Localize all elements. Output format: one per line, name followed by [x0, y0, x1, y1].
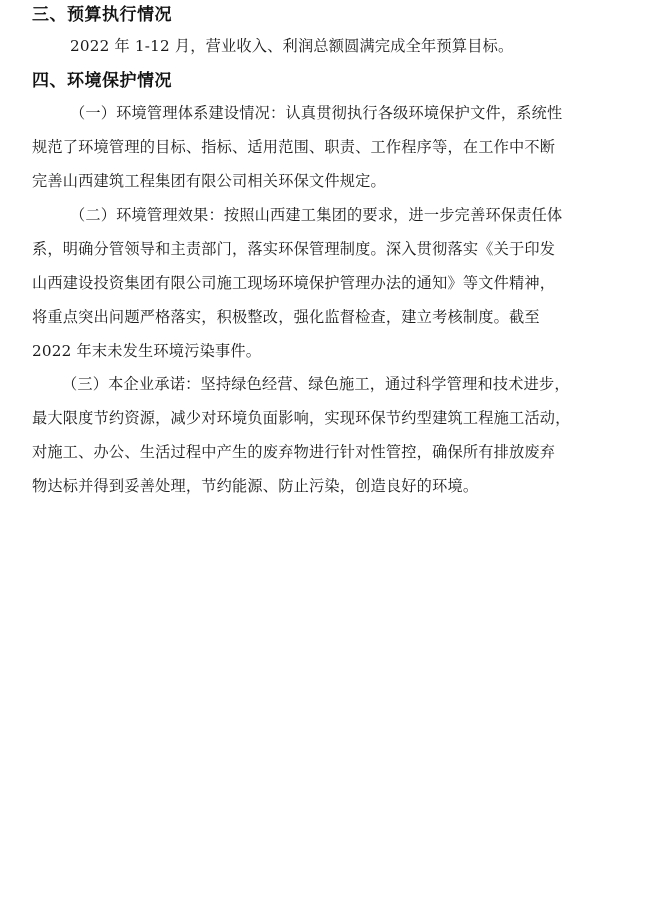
paragraph-line: 物达标并得到妥善处理，节约能源、防止污染，创造良好的环境。 — [32, 477, 479, 495]
paragraph-line: 完善山西建筑工程集团有限公司相关环保文件规定。 — [32, 172, 386, 190]
environment-management-effect-paragraph — [32, 198, 613, 368]
paragraph-line: 山西建设投资集团有限公司施工现场环境保护管理办法的通知》等文件精神， — [32, 274, 556, 292]
section-heading-environment: 四、环境保护情况 — [32, 71, 172, 91]
paragraph-line: （三）本企业承诺：坚持绿色经营、绿色施工，通过科学管理和技术进步， — [62, 375, 570, 393]
paragraph-line: 最大限度节约资源，减少对环境负面影响，实现环保节约型建筑工程施工活动， — [32, 409, 571, 427]
section-heading-budget: 三、预算执行情况 — [32, 5, 172, 25]
paragraph-line: 2022 年末未发生环境污染事件。 — [32, 342, 262, 360]
paragraph-line: 规范了环境管理的目标、指标、适用范围、职责、工作程序等，在工作中不断 — [32, 138, 556, 156]
budget-paragraph — [32, 29, 613, 63]
paragraph-line: 对施工、办公、生活过程中产生的废弃物进行针对性管控，确保所有排放废弃 — [32, 443, 556, 461]
paragraph-line: 将重点突出问题严格落实，积极整改，强化监督检查，建立考核制度。截至 — [32, 308, 540, 326]
environment-management-system-paragraph — [32, 96, 613, 198]
enterprise-commitment-paragraph — [32, 367, 613, 503]
budget-line-1: 2022 年 1-12 月，营业收入、利润总额圆满完成全年预算目标。 — [70, 37, 514, 55]
paragraph-line: 系，明确分管领导和主责部门，落实环保管理制度。深入贯彻落实《关于印发 — [32, 240, 556, 258]
paragraph-line: （二）环境管理效果：按照山西建工集团的要求，进一步完善环保责任体 — [70, 206, 563, 224]
paragraph-line: （一）环境管理体系建设情况：认真贯彻执行各级环境保护文件，系统性 — [70, 104, 563, 122]
